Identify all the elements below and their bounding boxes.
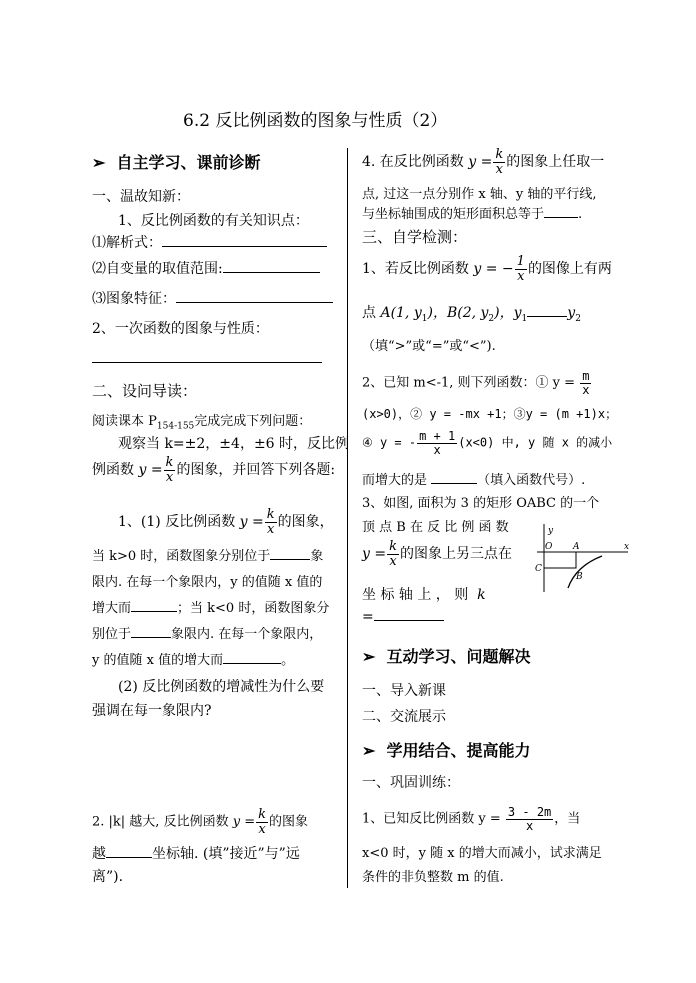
- r1-line-a: [362, 255, 612, 283]
- q3-line-b: [92, 843, 300, 863]
- tuxiang-row: [92, 288, 333, 308]
- section-heading-2: [362, 644, 531, 667]
- r4c-b: .: [578, 207, 583, 222]
- r4-line-b: 点, 过这一点分别作 x 轴、y 轴的平行线,: [362, 187, 597, 202]
- hyperbola-curve: [568, 556, 602, 588]
- g1a-post: ，当: [554, 811, 581, 827]
- section-heading-1: [92, 150, 261, 173]
- y-eq: y =: [138, 462, 163, 479]
- sub: 1: [421, 313, 428, 324]
- r3d-a: 坐 标 轴 上 ， 则: [362, 587, 469, 603]
- read-post: 完成完成下列问题：: [194, 414, 312, 429]
- r1b-a: 点: [362, 305, 376, 321]
- q1-line-f: [92, 649, 294, 668]
- q1-line-a: [118, 508, 334, 536]
- q3a-pre: 2. |k| 越大, 反比例函数: [92, 814, 229, 830]
- obs-line-2: [92, 456, 335, 484]
- jiexi-label: ⑴解析式：: [92, 235, 162, 251]
- frac-num: k: [258, 807, 266, 822]
- frac-den: x: [495, 161, 503, 177]
- y-eq: y =: [232, 814, 256, 830]
- y-label: y: [548, 526, 554, 536]
- frac-num: k: [266, 507, 275, 522]
- q1-line-b: [92, 545, 323, 564]
- k-over-x-5: [387, 540, 399, 568]
- r1a-post: 的图像上有两: [527, 261, 612, 278]
- section-heading-3-text: 学用结合、提高能力: [386, 741, 531, 760]
- r1-blank[interactable]: [527, 302, 567, 317]
- frac-num: k: [389, 539, 397, 554]
- k-var: k: [477, 587, 486, 603]
- q3b-a: 越: [92, 846, 106, 862]
- q3-line-c: 离”).: [92, 869, 124, 885]
- g1-line-a: [362, 806, 580, 832]
- sub: 2: [488, 313, 495, 324]
- jiexi-row: [92, 232, 327, 252]
- g1a-pre: 1、已知反比例函数 y =: [362, 811, 501, 827]
- y-eq: y =: [239, 514, 264, 531]
- frac-den: x: [389, 553, 397, 569]
- q1b-blank[interactable]: [270, 545, 310, 560]
- jiaoliu-label: 二、交流展示: [362, 709, 446, 725]
- section-heading-2-text: 互动学习、问题解决: [386, 647, 531, 666]
- gonggu-label: 一、巩固训练：: [362, 775, 460, 791]
- q1-line-c: 限内. 在每一个象限内，y 的值随 x 值的: [92, 575, 323, 590]
- frac-num: m + 1: [419, 429, 456, 443]
- sub: 1: [521, 313, 528, 324]
- m-over-x: [580, 370, 591, 396]
- g1-line-b: x<0 时，y 随 x 的增大而减小，试求满足: [362, 846, 602, 861]
- r2-line-c: [362, 430, 612, 456]
- k-over-x-1: [164, 456, 176, 484]
- r4-line-c: [362, 203, 582, 222]
- frac-num: 1: [516, 254, 525, 269]
- tuxiang-label: ⑶图象特征：: [92, 291, 176, 307]
- q1f-a: y 的值随 x 值的增大而: [92, 653, 224, 668]
- read-pre: 阅读课本 P: [92, 414, 157, 429]
- r2-line-d: [362, 469, 585, 488]
- r2c-post: (x<0) 中, y 随 x 的减小: [458, 435, 613, 450]
- r1-line-c: （填“>”或“=”或“<”).: [362, 339, 496, 354]
- q1d-a: 增大而: [92, 601, 132, 616]
- q3a-post: 的图象: [268, 814, 308, 830]
- frac-num: m: [582, 369, 590, 383]
- section-heading-1-text: 自主学习、课前诊断: [116, 153, 261, 172]
- point-b: )，B(2, y: [427, 305, 489, 321]
- arrow-icon: ➢: [92, 153, 106, 172]
- quzhi-label: ⑵自变量的取值范围:: [92, 261, 223, 277]
- point-a: A(1, y: [380, 305, 422, 321]
- o-label: O: [545, 542, 553, 552]
- k-over-x-3: [256, 808, 268, 836]
- r1-line-b: [362, 302, 581, 324]
- k-over-x-2: [265, 508, 277, 536]
- arrow-icon: ➢: [362, 647, 376, 666]
- r4-blank[interactable]: [544, 203, 578, 218]
- y1: )，y: [494, 305, 522, 321]
- q2-line-a: (2) 反比例函数的增减性为什么要: [118, 679, 325, 695]
- q1e-a: 别位于: [92, 627, 132, 642]
- frac-den: x: [525, 818, 534, 833]
- frac-den: x: [258, 821, 266, 837]
- rectangle-oabc: [544, 552, 576, 568]
- y-eq: y =: [362, 546, 387, 563]
- r2-line-b: (x>0)，② y = -mx +1；③y = (m +1)x；: [362, 407, 618, 421]
- r2c-pre: ④ y = -: [362, 435, 417, 450]
- r2-line-a: [362, 370, 592, 396]
- y2: y: [567, 305, 576, 321]
- q1a-pre: 1、(1) 反比例函数: [118, 514, 236, 531]
- zixue-label: 三、自学检测：: [362, 228, 468, 246]
- frac-num: 3 - 2m: [507, 805, 552, 819]
- frac-den: x: [267, 521, 275, 537]
- k-over-x-4: [493, 148, 505, 176]
- obs2-post: 的图象，并回答下列各题:: [176, 462, 336, 479]
- q1f-b: 。: [281, 653, 295, 668]
- r3-line-b: 顶 点 B 在 反 比 例 函 数: [362, 520, 509, 535]
- r3-line-d: [362, 584, 486, 604]
- q1d-blank[interactable]: [131, 597, 177, 612]
- wengu-label: 一、温故知新：: [92, 189, 190, 205]
- tuxiang-blank[interactable]: [176, 288, 333, 303]
- r4a-post: 的图象上任取一: [506, 154, 605, 171]
- y-eq-neg: y = −: [473, 261, 514, 278]
- sub: 2: [575, 313, 581, 324]
- r4c-a: 与坐标轴围成的矩形面积总等于: [362, 207, 545, 222]
- q1b-a: 当 k>0 时，函数图象分别位于: [92, 549, 271, 564]
- q1e-b: 象限内. 在每一个象限内，: [171, 627, 323, 642]
- a-label: A: [573, 542, 580, 552]
- quzhi-blank[interactable]: [223, 258, 320, 273]
- quzhi-row: [92, 258, 320, 278]
- three-minus-2m-over-x: [506, 806, 553, 832]
- frac-den: x: [517, 268, 525, 284]
- r4-line-a: [362, 148, 604, 176]
- q3b-b: 坐标轴. (填”接近”与”远: [152, 846, 300, 862]
- obs-line-1: 观察当 k=±2，±4，±6 时，反比例: [118, 436, 350, 452]
- obs2-pre: 例函数: [92, 462, 134, 479]
- r1a-pre: 1、若反比例函数: [362, 261, 469, 278]
- q2-line-b: 强调在每一象限内?: [92, 703, 212, 719]
- rectangle-hyperbola-figure: [532, 522, 632, 594]
- r3e-eq: =: [362, 609, 374, 625]
- item2-label: 2、一次函数的图象与性质：: [92, 321, 269, 337]
- m-plus-1-over-x: [417, 430, 457, 456]
- q1e-blank[interactable]: [131, 623, 171, 638]
- q1f-blank[interactable]: [223, 649, 281, 664]
- y-eq: y =: [468, 154, 493, 171]
- q3b-blank[interactable]: [106, 843, 152, 858]
- read-sub: 154-155: [156, 421, 195, 432]
- section-heading-3: [362, 738, 531, 761]
- page-title: 6.2 反比例函数的图象与性质（2）: [183, 111, 448, 131]
- jiexi-blank[interactable]: [162, 232, 327, 247]
- read-line: [92, 410, 311, 432]
- x-label: x: [624, 542, 630, 552]
- r2a-pre: 2、已知 m<-1, 则下列函数：① y =: [362, 375, 576, 391]
- r2d-b: （填入函数代号）.: [477, 473, 586, 488]
- r2d-a: 而增大的是: [362, 473, 428, 488]
- r2-blank[interactable]: [431, 469, 477, 484]
- daoru-label: 一、导入新课: [362, 683, 446, 699]
- r3-line-c: [362, 540, 512, 568]
- r3-line-a: 3、如图, 面积为 3 的矩形 OABC 的一个: [362, 496, 600, 511]
- g1-line-c: 条件的非负整数 m 的值.: [362, 870, 504, 885]
- c-label: C: [535, 564, 542, 574]
- q1d-b: ；当 k<0 时，函数图象分: [177, 601, 330, 616]
- item1-label: 1、反比例函数的有关知识点：: [118, 213, 309, 229]
- r3-blank[interactable]: [374, 606, 444, 621]
- frac-den: x: [165, 469, 174, 485]
- q1-line-d: [92, 597, 329, 616]
- arrow-icon: ➢: [362, 741, 376, 760]
- shewen-label: 二、设问导读：: [92, 382, 198, 400]
- q1b-b: 象: [310, 549, 324, 564]
- one-over-x: [515, 255, 527, 283]
- q3-line-a: [92, 808, 308, 836]
- column-divider: [347, 148, 348, 888]
- frac-den: x: [433, 442, 441, 457]
- q1-line-e: [92, 623, 322, 642]
- b-label: B: [576, 572, 583, 582]
- r3-line-e: [362, 606, 444, 625]
- r4a-pre: 4. 在反比例函数: [362, 154, 464, 171]
- q1a-post: 的图象，: [277, 514, 334, 531]
- item2-blank[interactable]: [92, 362, 322, 363]
- r3c-text: 的图象上另三点在: [399, 546, 512, 563]
- frac-num: k: [495, 147, 504, 162]
- frac-den: x: [582, 382, 590, 397]
- frac-num: k: [165, 455, 174, 470]
